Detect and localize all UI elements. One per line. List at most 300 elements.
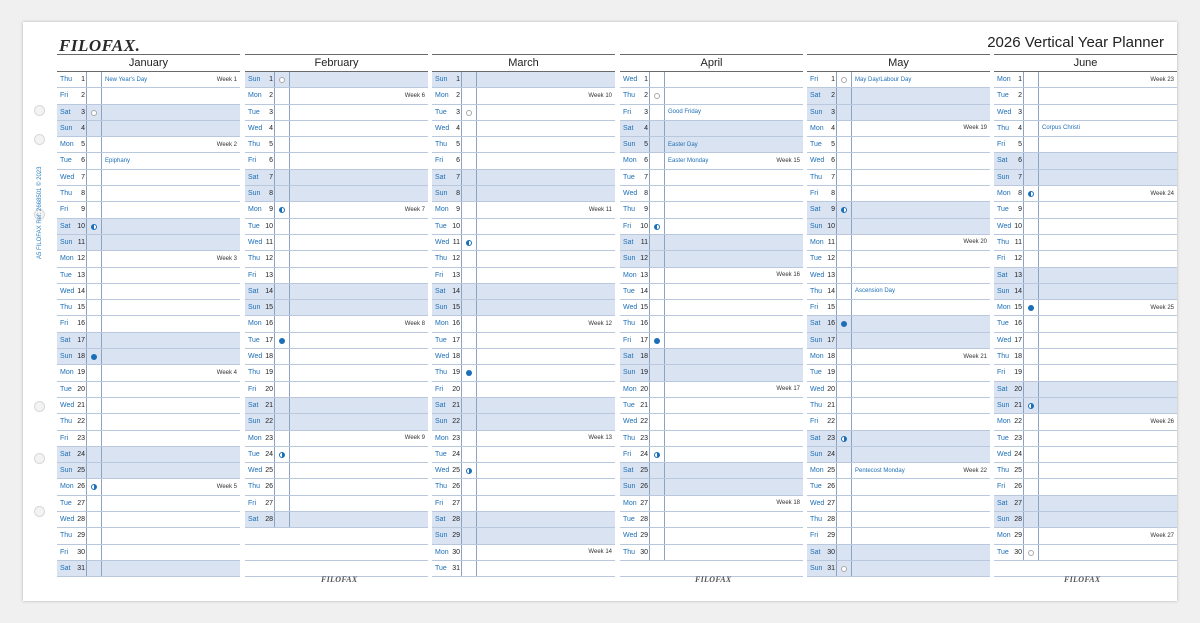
day-row bbox=[994, 72, 1177, 88]
column-divider bbox=[851, 105, 852, 120]
weekday-label: Sun bbox=[60, 353, 73, 361]
weekday-label: Fri bbox=[60, 548, 69, 556]
punch-hole bbox=[34, 134, 45, 145]
weekday-label: Sat bbox=[435, 516, 446, 524]
day-row bbox=[807, 316, 990, 332]
day-number: 19 bbox=[640, 369, 648, 377]
day-number: 15 bbox=[1014, 304, 1022, 312]
day-row bbox=[57, 268, 240, 284]
day-rows bbox=[620, 71, 803, 577]
day-number: 3 bbox=[831, 108, 835, 116]
day-number: 3 bbox=[644, 108, 648, 116]
week-number: Week 1 bbox=[216, 76, 237, 83]
column-divider bbox=[851, 316, 852, 331]
column-divider bbox=[101, 561, 102, 576]
day-row bbox=[807, 528, 990, 544]
column-divider bbox=[836, 528, 837, 543]
column-divider bbox=[461, 496, 462, 511]
column-divider bbox=[851, 284, 852, 299]
weekday-label: Sun bbox=[60, 238, 73, 246]
day-row bbox=[807, 170, 990, 186]
column-divider bbox=[461, 447, 462, 462]
day-row bbox=[245, 72, 428, 88]
column-divider bbox=[461, 251, 462, 266]
day-number: 21 bbox=[452, 401, 460, 409]
weekday-label: Tue bbox=[435, 450, 447, 458]
weekday-label: Fri bbox=[435, 157, 444, 165]
column-divider bbox=[476, 300, 477, 315]
weekday-label: Fri bbox=[810, 190, 819, 198]
day-row bbox=[994, 414, 1177, 430]
day-row bbox=[807, 414, 990, 430]
day-number: 16 bbox=[1014, 320, 1022, 328]
column-divider bbox=[476, 219, 477, 234]
day-number: 1 bbox=[831, 76, 835, 83]
column-divider bbox=[664, 431, 665, 446]
day-row bbox=[432, 431, 615, 447]
day-number: 2 bbox=[831, 92, 835, 100]
column-divider bbox=[1023, 137, 1024, 152]
new-moon-icon bbox=[841, 77, 847, 83]
day-row bbox=[620, 186, 803, 202]
day-row bbox=[994, 121, 1177, 137]
column-divider bbox=[1023, 349, 1024, 364]
column-divider bbox=[274, 300, 275, 315]
empty-day-row bbox=[245, 528, 428, 544]
day-number: 20 bbox=[77, 385, 85, 393]
day-number: 23 bbox=[77, 434, 85, 442]
column-divider bbox=[289, 512, 290, 527]
weekday-label: Thu bbox=[248, 255, 261, 263]
day-row bbox=[807, 284, 990, 300]
column-divider bbox=[289, 202, 290, 217]
day-row bbox=[432, 382, 615, 398]
column-divider bbox=[101, 447, 102, 462]
column-divider bbox=[836, 463, 837, 478]
weekday-label: Mon bbox=[623, 271, 637, 279]
weekday-label: Fri bbox=[60, 206, 69, 214]
day-row bbox=[620, 137, 803, 153]
day-number: 27 bbox=[1014, 499, 1022, 507]
day-row bbox=[620, 202, 803, 218]
weekday-label: Tue bbox=[623, 173, 635, 181]
day-row bbox=[620, 121, 803, 137]
day-row bbox=[432, 235, 615, 251]
day-number: 13 bbox=[1014, 271, 1022, 279]
day-number: 3 bbox=[269, 108, 273, 116]
column-divider bbox=[101, 72, 102, 87]
day-number: 9 bbox=[456, 206, 460, 214]
column-divider bbox=[1038, 447, 1039, 462]
weekday-label: Tue bbox=[248, 336, 260, 344]
new-moon-icon bbox=[279, 77, 285, 83]
column-divider bbox=[86, 528, 87, 543]
day-row bbox=[57, 186, 240, 202]
column-divider bbox=[649, 316, 650, 331]
day-row bbox=[432, 333, 615, 349]
day-row bbox=[245, 333, 428, 349]
weekday-label: Tue bbox=[623, 516, 635, 524]
column-divider bbox=[101, 137, 102, 152]
day-row bbox=[432, 349, 615, 365]
day-row bbox=[994, 479, 1177, 495]
holiday-label: Easter Day bbox=[668, 141, 698, 148]
day-row bbox=[432, 300, 615, 316]
column-divider bbox=[274, 284, 275, 299]
day-row bbox=[620, 382, 803, 398]
day-number: 7 bbox=[456, 173, 460, 181]
column-divider bbox=[836, 365, 837, 380]
day-row bbox=[807, 382, 990, 398]
day-row bbox=[432, 153, 615, 169]
day-row bbox=[620, 528, 803, 544]
weekday-label: Mon bbox=[435, 434, 449, 442]
column-divider bbox=[851, 349, 852, 364]
weekday-label: Thu bbox=[248, 369, 261, 377]
weekday-label: Tue bbox=[997, 92, 1009, 100]
day-number: 3 bbox=[81, 108, 85, 116]
column-divider bbox=[1038, 333, 1039, 348]
holiday-label: Epiphany bbox=[105, 157, 131, 164]
column-divider bbox=[1038, 349, 1039, 364]
column-divider bbox=[836, 512, 837, 527]
day-number: 16 bbox=[640, 320, 648, 328]
column-divider bbox=[664, 186, 665, 201]
column-divider bbox=[101, 479, 102, 494]
column-divider bbox=[476, 414, 477, 429]
day-number: 4 bbox=[831, 124, 835, 132]
column-divider bbox=[851, 202, 852, 217]
day-row bbox=[245, 414, 428, 430]
day-row bbox=[432, 251, 615, 267]
column-divider bbox=[851, 72, 852, 87]
punch-hole bbox=[34, 401, 45, 412]
weekday-label: Thu bbox=[810, 173, 823, 181]
month-header: March bbox=[432, 54, 615, 71]
day-rows bbox=[807, 71, 990, 577]
day-number: 11 bbox=[77, 238, 85, 246]
day-row bbox=[245, 186, 428, 202]
weekday-label: Tue bbox=[810, 483, 822, 491]
column-divider bbox=[101, 316, 102, 331]
weekday-label: Wed bbox=[623, 190, 638, 198]
weekday-label: Sat bbox=[60, 108, 71, 116]
day-number: 18 bbox=[265, 353, 273, 361]
day-row bbox=[620, 284, 803, 300]
day-number: 19 bbox=[452, 369, 460, 377]
column-divider bbox=[289, 447, 290, 462]
day-row bbox=[245, 479, 428, 495]
column-divider bbox=[86, 479, 87, 494]
day-number: 9 bbox=[831, 206, 835, 214]
column-divider bbox=[851, 121, 852, 136]
column-divider bbox=[461, 88, 462, 103]
week-number: Week 5 bbox=[216, 483, 237, 490]
weekday-label: Sun bbox=[997, 287, 1010, 295]
full-moon-icon bbox=[1028, 305, 1034, 311]
weekday-label: Mon bbox=[60, 141, 74, 149]
weekday-label: Sat bbox=[997, 271, 1008, 279]
column-divider bbox=[851, 268, 852, 283]
weekday-label: Fri bbox=[60, 320, 69, 328]
column-divider bbox=[664, 284, 665, 299]
column-divider bbox=[461, 284, 462, 299]
weekday-label: Thu bbox=[248, 483, 261, 491]
day-number: 15 bbox=[452, 304, 460, 312]
weekday-label: Fri bbox=[435, 499, 444, 507]
column-divider bbox=[274, 463, 275, 478]
day-row bbox=[807, 105, 990, 121]
column-divider bbox=[851, 496, 852, 511]
column-divider bbox=[101, 333, 102, 348]
column-divider bbox=[1023, 72, 1024, 87]
day-number: 24 bbox=[452, 450, 460, 458]
day-row bbox=[57, 235, 240, 251]
punch-hole bbox=[34, 105, 45, 116]
column-divider bbox=[1038, 219, 1039, 234]
month-column-june bbox=[994, 54, 1177, 577]
day-number: 20 bbox=[827, 385, 835, 393]
column-divider bbox=[1038, 479, 1039, 494]
holiday-label: Good Friday bbox=[668, 109, 702, 116]
column-divider bbox=[664, 333, 665, 348]
weekday-label: Wed bbox=[435, 238, 450, 246]
new-moon-icon bbox=[654, 93, 660, 99]
punch-hole bbox=[34, 453, 45, 464]
holiday-label: May Day/Labour Day bbox=[855, 76, 912, 83]
column-divider bbox=[476, 72, 477, 87]
column-divider bbox=[86, 561, 87, 576]
day-row bbox=[994, 545, 1177, 561]
column-divider bbox=[476, 105, 477, 120]
day-number: 12 bbox=[1014, 255, 1022, 263]
day-row bbox=[994, 153, 1177, 169]
weekday-label: Thu bbox=[997, 353, 1010, 361]
day-number: 17 bbox=[640, 336, 648, 344]
weekday-label: Wed bbox=[60, 173, 75, 181]
weekday-label: Sun bbox=[435, 418, 448, 426]
column-divider bbox=[86, 512, 87, 527]
day-row bbox=[620, 170, 803, 186]
column-divider bbox=[664, 414, 665, 429]
weekday-label: Mon bbox=[60, 369, 74, 377]
day-row bbox=[994, 235, 1177, 251]
day-row bbox=[245, 512, 428, 528]
last-moon-icon bbox=[841, 207, 847, 213]
weekday-label: Thu bbox=[623, 206, 636, 214]
day-number: 13 bbox=[452, 271, 460, 279]
weekday-label: Wed bbox=[248, 124, 263, 132]
day-number: 19 bbox=[1014, 369, 1022, 377]
holiday-label: Pentecost Monday bbox=[855, 467, 905, 474]
weekday-label: Thu bbox=[997, 124, 1010, 132]
day-number: 20 bbox=[265, 385, 273, 393]
weekday-label: Sat bbox=[810, 320, 821, 328]
day-row bbox=[432, 512, 615, 528]
day-number: 26 bbox=[1014, 483, 1022, 491]
day-number: 21 bbox=[265, 401, 273, 409]
weekday-label: Sat bbox=[623, 353, 634, 361]
weekday-label: Fri bbox=[810, 532, 819, 540]
day-number: 12 bbox=[77, 255, 85, 263]
weekday-label: Sat bbox=[623, 124, 634, 132]
day-number: 28 bbox=[452, 516, 460, 524]
column-divider bbox=[1038, 300, 1039, 315]
column-divider bbox=[274, 479, 275, 494]
day-number: 7 bbox=[269, 173, 273, 181]
day-rows bbox=[245, 71, 428, 577]
day-row bbox=[994, 137, 1177, 153]
day-number: 14 bbox=[827, 287, 835, 295]
weekday-label: Fri bbox=[435, 271, 444, 279]
day-row bbox=[994, 88, 1177, 104]
column-divider bbox=[851, 300, 852, 315]
day-number: 25 bbox=[452, 467, 460, 475]
column-divider bbox=[1038, 528, 1039, 543]
day-row bbox=[994, 251, 1177, 267]
weekday-label: Sat bbox=[248, 173, 259, 181]
column-divider bbox=[101, 88, 102, 103]
column-divider bbox=[476, 512, 477, 527]
column-divider bbox=[461, 268, 462, 283]
day-number: 14 bbox=[265, 287, 273, 295]
column-divider bbox=[649, 398, 650, 413]
column-divider bbox=[476, 137, 477, 152]
day-number: 2 bbox=[269, 92, 273, 100]
column-divider bbox=[461, 512, 462, 527]
column-divider bbox=[851, 137, 852, 152]
column-divider bbox=[476, 186, 477, 201]
day-number: 17 bbox=[452, 336, 460, 344]
day-row bbox=[57, 316, 240, 332]
column-divider bbox=[851, 528, 852, 543]
day-number: 17 bbox=[265, 336, 273, 344]
column-divider bbox=[1023, 463, 1024, 478]
column-divider bbox=[101, 121, 102, 136]
weekday-label: Sun bbox=[810, 222, 823, 230]
column-divider bbox=[851, 414, 852, 429]
column-divider bbox=[664, 88, 665, 103]
column-divider bbox=[476, 333, 477, 348]
week-number: Week 12 bbox=[588, 320, 612, 327]
day-row bbox=[57, 202, 240, 218]
column-divider bbox=[649, 479, 650, 494]
weekday-label: Thu bbox=[60, 418, 73, 426]
weekday-label: Mon bbox=[60, 255, 74, 263]
column-divider bbox=[461, 153, 462, 168]
day-number: 19 bbox=[827, 369, 835, 377]
day-row bbox=[994, 316, 1177, 332]
column-divider bbox=[836, 72, 837, 87]
day-number: 22 bbox=[452, 418, 460, 426]
weekday-label: Sat bbox=[810, 434, 821, 442]
column-divider bbox=[1023, 382, 1024, 397]
day-row bbox=[432, 72, 615, 88]
column-divider bbox=[461, 170, 462, 185]
weekday-label: Tue bbox=[435, 336, 447, 344]
day-row bbox=[620, 463, 803, 479]
month-column-april bbox=[620, 54, 803, 577]
column-divider bbox=[289, 479, 290, 494]
day-number: 2 bbox=[1018, 92, 1022, 100]
weekday-label: Sat bbox=[997, 385, 1008, 393]
column-divider bbox=[836, 561, 837, 576]
day-row bbox=[994, 431, 1177, 447]
planner-sheet bbox=[23, 22, 1177, 601]
column-divider bbox=[851, 88, 852, 103]
column-divider bbox=[461, 479, 462, 494]
day-number: 18 bbox=[827, 353, 835, 361]
day-number: 6 bbox=[269, 157, 273, 165]
column-divider bbox=[1038, 512, 1039, 527]
day-number: 5 bbox=[644, 141, 648, 149]
column-divider bbox=[664, 105, 665, 120]
day-row bbox=[57, 463, 240, 479]
weekday-label: Thu bbox=[810, 516, 823, 524]
full-moon-icon bbox=[466, 370, 472, 376]
day-number: 11 bbox=[1014, 238, 1022, 246]
day-number: 6 bbox=[831, 157, 835, 165]
weekday-label: Sun bbox=[997, 173, 1010, 181]
day-row bbox=[57, 121, 240, 137]
day-number: 12 bbox=[640, 255, 648, 263]
column-divider bbox=[289, 349, 290, 364]
column-divider bbox=[664, 496, 665, 511]
column-divider bbox=[461, 316, 462, 331]
week-number: Week 17 bbox=[776, 386, 800, 393]
column-divider bbox=[274, 72, 275, 87]
column-divider bbox=[101, 202, 102, 217]
column-divider bbox=[1023, 105, 1024, 120]
column-divider bbox=[274, 137, 275, 152]
brand-logo: FILOFAX. bbox=[59, 36, 141, 55]
column-divider bbox=[1023, 268, 1024, 283]
day-number: 25 bbox=[265, 467, 273, 475]
day-number: 5 bbox=[456, 141, 460, 149]
day-row bbox=[245, 382, 428, 398]
column-divider bbox=[1038, 186, 1039, 201]
day-number: 9 bbox=[644, 206, 648, 214]
weekday-label: Sun bbox=[810, 108, 823, 116]
day-row bbox=[57, 72, 240, 88]
column-divider bbox=[836, 414, 837, 429]
weekday-label: Thu bbox=[435, 255, 448, 263]
day-number: 11 bbox=[265, 238, 273, 246]
column-divider bbox=[649, 88, 650, 103]
day-row bbox=[994, 496, 1177, 512]
column-divider bbox=[101, 382, 102, 397]
day-row bbox=[807, 251, 990, 267]
column-divider bbox=[836, 496, 837, 511]
day-number: 27 bbox=[827, 499, 835, 507]
column-divider bbox=[289, 496, 290, 511]
day-row bbox=[620, 235, 803, 251]
weekday-label: Wed bbox=[810, 271, 825, 279]
weekday-label: Mon bbox=[435, 92, 449, 100]
column-divider bbox=[649, 414, 650, 429]
weekday-label: Thu bbox=[623, 548, 636, 556]
column-divider bbox=[101, 284, 102, 299]
new-moon-icon bbox=[841, 566, 847, 572]
column-divider bbox=[86, 545, 87, 560]
day-number: 10 bbox=[640, 222, 648, 230]
day-number: 4 bbox=[456, 124, 460, 132]
day-row bbox=[807, 219, 990, 235]
day-row bbox=[57, 251, 240, 267]
day-row bbox=[994, 382, 1177, 398]
weekday-label: Mon bbox=[997, 76, 1011, 83]
column-divider bbox=[86, 316, 87, 331]
